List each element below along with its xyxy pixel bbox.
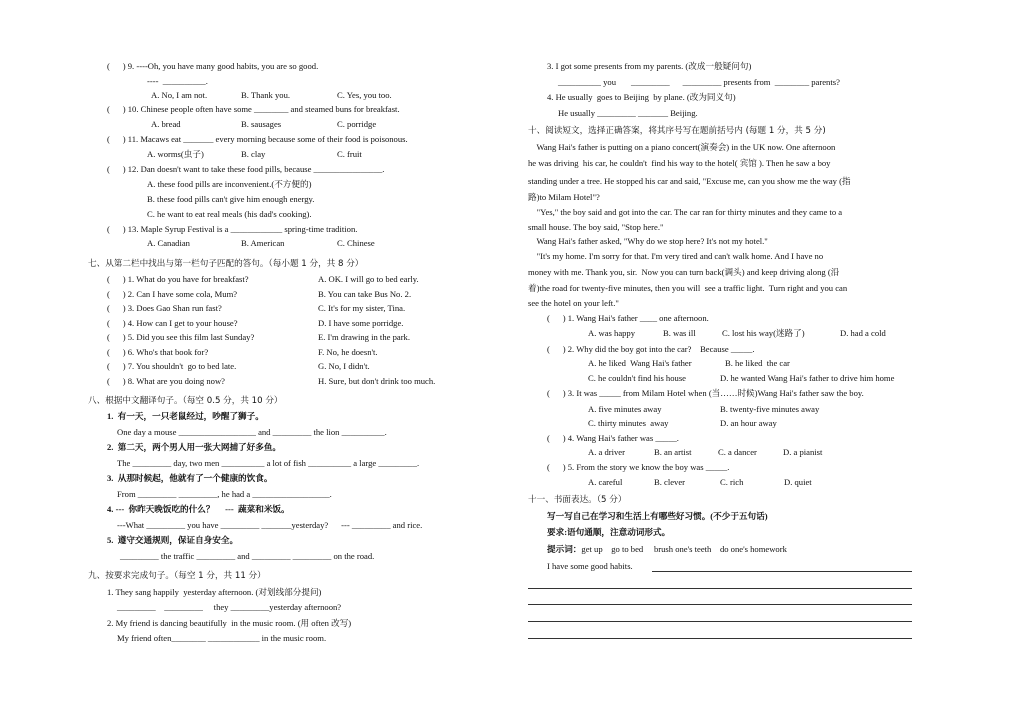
r-q5-a: A. careful <box>588 477 623 487</box>
s7-q8: ( ) 8. What are you doing now? <box>107 376 225 386</box>
s9-q3: 3. I got some presents from my parents. (改成一般疑问句) <box>547 61 752 71</box>
s7-a1: A. OK. I will go to bed early. <box>318 274 419 284</box>
r-q5-c: C. rich <box>720 477 744 487</box>
r-q1-c: C. lost his way(迷路了) <box>722 328 805 338</box>
q12-opt-a: A. these food pills are inconvenient.(不方便的) <box>147 179 312 189</box>
r-q2-b: B. he liked the car <box>725 358 790 368</box>
s9-q1: 1. They sang happily yesterday afternoon. (对划线部分提问) <box>107 587 322 597</box>
writing-start: I have some good habits. <box>547 561 633 571</box>
writing-line-5[interactable] <box>528 638 912 639</box>
hint-label: 提示词： <box>547 544 582 554</box>
section8-title: 八、根据中文翻译句子。（每空 0.5 分，共 10 分） <box>88 396 283 406</box>
r-q1-b: B. was ill <box>663 328 696 338</box>
s8-cn2: 2. 第二天，两个男人用一张大网捕了好多鱼。 <box>107 442 282 452</box>
passage-line-4: 路)to Milam Hotel"? <box>528 192 600 202</box>
s9-q4: 4. He usually goes to Beijing by plane. (改为同义句) <box>547 92 736 102</box>
s8-cn1: 1. 有一天，一只老鼠经过，吵醒了狮子。 <box>107 411 264 421</box>
r-q2-a: A. he liked Wang Hai's father <box>588 358 692 368</box>
passage-line-9: money with me. Thank you, sir. Now you can turn back(调头) and keep driving along (沿 <box>528 267 840 277</box>
s7-q7: ( ) 7. You shouldn't go to bed late. <box>107 361 237 371</box>
s8-en1: One day a mouse __________________ and _________ the lion __________. <box>117 427 387 437</box>
passage-line-6: small house. The boy said, "Stop here." <box>528 222 664 232</box>
q9-opt-b: B. Thank you. <box>241 90 291 100</box>
r-q3-a: A. five minutes away <box>588 404 662 414</box>
s8-cn4: 4. --- 你昨天晚饭吃的什么？ --- 蔬菜和米饭。 <box>107 504 290 514</box>
r-q2-c: C. he couldn't find his house <box>588 373 686 383</box>
q12-opt-b: B. these food pills can't give him enough energy. <box>147 194 315 204</box>
q9-stem: ( ) 9. ----Oh, you have many good habits, you are so good. <box>107 61 319 71</box>
r-q5-d: D. quiet <box>784 477 812 487</box>
section11-title: 十一、书面表达。（5 分） <box>528 495 627 505</box>
q12-opt-c: C. he want to eat real meals (his dad's cooking). <box>147 209 312 219</box>
s9-a1: _________ _________ they _________yesterday afternoon? <box>117 602 342 612</box>
s8-cn3: 3. 从那时候起，他就有了一个健康的饮食。 <box>107 473 273 483</box>
s7-q2: ( ) 2. Can I have some cola, Mum? <box>107 289 238 299</box>
s9-a2: My friend often________ ____________ in the music room. <box>117 633 327 643</box>
s7-q6: ( ) 6. Who's that book for? <box>107 347 209 357</box>
r-q5-b: B. clever <box>654 477 686 487</box>
q9-opt-c: C. Yes, you too. <box>337 90 392 100</box>
r-q4-c: C. a dancer <box>718 447 757 457</box>
s8-en3: From _________ _________, he had a __________________. <box>117 489 332 499</box>
q10-opt-b: B. sausages <box>241 119 282 129</box>
s8-en4: ---What _________ you have _________ _______yesterday? --- _________ and rice. <box>117 520 423 530</box>
r-q4-a: A. a driver <box>588 447 625 457</box>
s7-a4: D. I have some porridge. <box>318 318 404 328</box>
s9-a3: __________ you _________ _________ presents from ________ parents? <box>558 77 840 87</box>
section10-title: 十、阅读短文，选择正确答案，将其序号写在题前括号内 (每题 1 分，共 5 分) <box>528 126 826 136</box>
passage-line-8: "It's my home. I'm sorry for that. I'm very tired and can't walk home. And I have no <box>528 251 824 261</box>
s8-en2: The _________ day, two men __________ a lot of fish __________ a large _________. <box>117 458 420 468</box>
q12-stem: ( ) 12. Dan doesn't want to take these food pills, because ________________. <box>107 164 385 174</box>
s7-q1: ( ) 1. What do you have for breakfast? <box>107 274 249 284</box>
s7-a8: H. Sure, but don't drink too much. <box>318 376 436 386</box>
q11-opt-a: A. worms(虫子) <box>147 149 204 159</box>
r-q3-stem: ( ) 3. It was _____ from Milam Hotel when (当……时候)Wang Hai's father saw the boy. <box>547 388 864 398</box>
passage-line-7: Wang Hai's father asked, "Why do we stop here? It's not my hotel." <box>528 236 768 246</box>
q11-opt-c: C. fruit <box>337 149 362 159</box>
q10-opt-a: A. bread <box>151 119 181 129</box>
q10-stem: ( ) 10. Chinese people often have some ________ and steamed buns for breakfast. <box>107 104 400 114</box>
s7-q3: ( ) 3. Does Gao Shan run fast? <box>107 303 222 313</box>
section9-title: 九、按要求完成句子。（每空 1 分，共 11 分） <box>88 571 266 581</box>
passage-line-11: see the hotel on your left." <box>528 298 619 308</box>
r-q1-stem: ( ) 1. Wang Hai's father ____ one afternoon. <box>547 313 709 323</box>
r-q3-d: D. an hour away <box>720 418 777 428</box>
s7-a7: G. No, I didn't. <box>318 361 370 371</box>
writing-requirement: 要求:语句通顺，注意动词形式。 <box>547 527 671 537</box>
writing-hint <box>547 544 787 555</box>
passage-line-10: 着)the road for twenty-five minutes, then you will see a traffic light. Turn right and you can <box>528 283 848 293</box>
r-q3-c: C. thirty minutes away <box>588 418 669 428</box>
q9-opt-a: A. No, I am not. <box>151 90 208 100</box>
q10-opt-c: C. porridge <box>337 119 377 129</box>
r-q3-b: B. twenty-five minutes away <box>720 404 820 414</box>
r-q4-d: D. a pianist <box>783 447 823 457</box>
q13-opt-b: B. American <box>241 238 285 248</box>
q13-stem: ( ) 13. Maple Syrup Festival is a ____________ spring-time tradition. <box>107 224 358 234</box>
r-q1-d: D. had a cold <box>840 328 886 338</box>
r-q5-stem: ( ) 5. From the story we know the boy was _____. <box>547 462 730 472</box>
s7-a6: F. No, he doesn't. <box>318 347 378 357</box>
r-q4-b: B. an artist <box>654 447 692 457</box>
q13-opt-a: A. Canadian <box>147 238 190 248</box>
writing-line-2[interactable] <box>528 588 912 589</box>
q9-reply: ---- __________. <box>147 76 208 86</box>
s7-a3: C. It's for my sister, Tina. <box>318 303 406 313</box>
hint-words: get up go to bed brush one's teeth do one's homework <box>581 544 787 554</box>
q11-stem: ( ) 11. Macaws eat _______ every morning because some of their food is poisonous. <box>107 134 408 144</box>
s7-a5: E. I'm drawing in the park. <box>318 332 410 342</box>
s7-a2: B. You can take Bus No. 2. <box>318 289 412 299</box>
writing-line-1[interactable] <box>652 571 912 572</box>
passage-line-5: "Yes," the boy said and got into the car. The car ran for thirty minutes and they came to a <box>528 207 843 217</box>
s7-q4: ( ) 4. How can I get to your house? <box>107 318 238 328</box>
writing-task: 写一写自己在学习和生活上有哪些好习惯。(不少于五句话) <box>547 511 768 521</box>
s9-q2: 2. My friend is dancing beautifully in the music room. (用 often 改写) <box>107 618 352 628</box>
passage-line-1: Wang Hai's father is putting on a piano concert(演奏会) in the UK now. One afternoon <box>528 142 836 152</box>
q13-opt-c: C. Chinese <box>337 238 375 248</box>
r-q2-stem: ( ) 2. Why did the boy got into the car? Because _____. <box>547 344 755 354</box>
writing-line-3[interactable] <box>528 604 912 605</box>
s8-cn5: 5. 遵守交通规则，保证自身安全。 <box>107 535 239 545</box>
r-q1-a: A. was happy <box>588 328 636 338</box>
s9-a4: He usually _________ _______ Beijing. <box>558 108 698 118</box>
section7-title: 七、从第二栏中找出与第一栏句子匹配的答句。（每小题 1 分，共 8 分） <box>88 259 364 269</box>
passage-line-3: standing under a tree. He stopped his car and said, "Excuse me, can you show me the way (指 <box>528 176 851 186</box>
passage-line-2: he was driving his car, he couldn't find his way to the hotel( 宾馆 ). Then he saw a boy <box>528 158 831 168</box>
q11-opt-b: B. clay <box>241 149 266 159</box>
writing-line-4[interactable] <box>528 621 912 622</box>
r-q4-stem: ( ) 4. Wang Hai's father was _____. <box>547 433 679 443</box>
s7-q5: ( ) 5. Did you see this film last Sunday? <box>107 332 255 342</box>
r-q2-d: D. he wanted Wang Hai's father to drive him home <box>720 373 895 383</box>
s8-en5: _________ the traffic _________ and _________ _________ on the road. <box>120 551 375 561</box>
